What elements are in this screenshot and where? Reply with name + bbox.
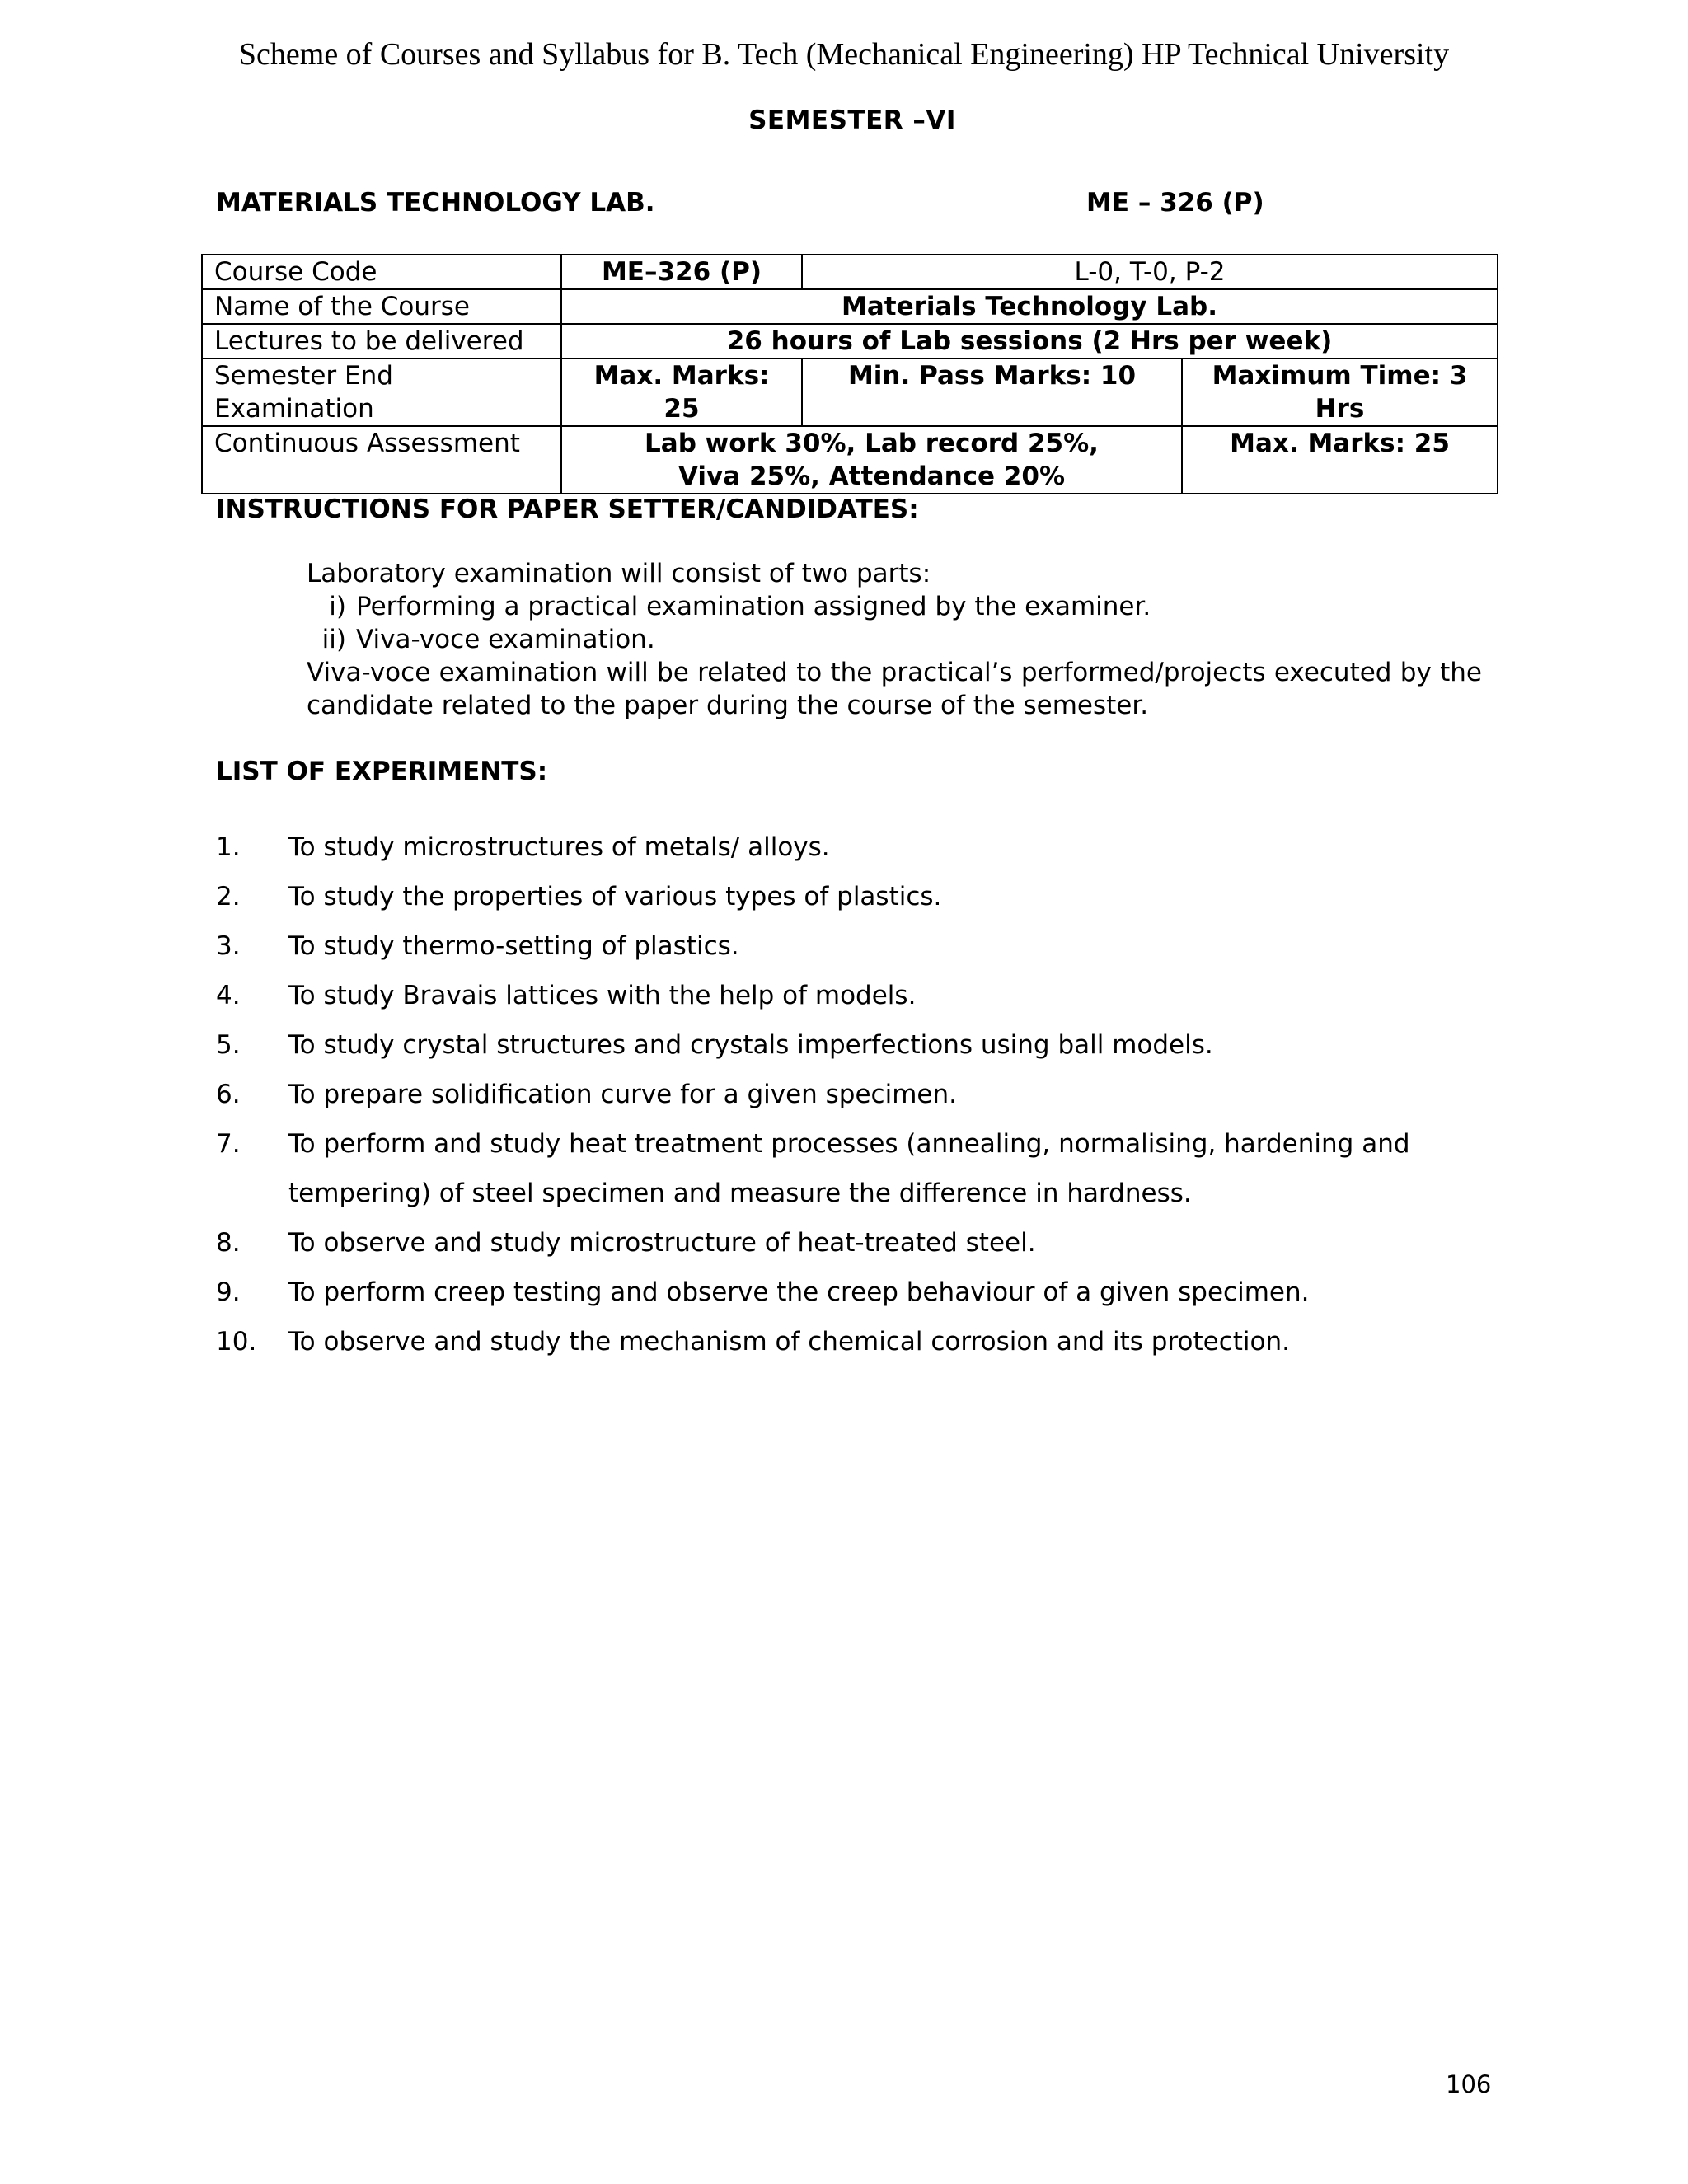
- table-cell-max-time: Maximum Time: 3 Hrs: [1182, 359, 1498, 426]
- list-item: [216, 921, 1485, 971]
- list-item-number: i): [329, 592, 346, 621]
- list-item: [216, 1020, 1485, 1070]
- experiments-list: [216, 823, 1485, 1366]
- list-item-text: To study crystal structures and crystals imperfections using ball models.: [288, 1030, 1213, 1060]
- list-item-text: To study microstructures of metals/ alloys.: [288, 832, 830, 862]
- list-item-number: 5.: [216, 1030, 241, 1060]
- list-item-number: 6.: [216, 1080, 241, 1109]
- list-item-text: To study Bravais lattices with the help of models.: [288, 981, 917, 1010]
- instructions-intro: Laboratory examination will consist of two parts:: [307, 559, 931, 588]
- list-item: [216, 1317, 1485, 1366]
- table-cell-label: Semester End Examination: [202, 359, 561, 426]
- document-header: Scheme of Courses and Syllabus for B. Tech (Mechanical Engineering) HP Technical University: [238, 37, 1450, 72]
- table-cell-ltp: L-0, T-0, P-2: [802, 255, 1498, 289]
- course-code-heading: ME – 326 (P): [1086, 188, 1264, 218]
- table-row: [202, 289, 1498, 324]
- instructions-heading: INSTRUCTIONS FOR PAPER SETTER/CANDIDATES:: [216, 494, 919, 524]
- list-item-text: To observe and study the mechanism of chemical corrosion and its protection.: [288, 1327, 1290, 1357]
- list-item-number: 2.: [216, 882, 241, 912]
- table-row: [202, 255, 1498, 289]
- list-item-text: Performing a practical examination assigned by the examiner.: [356, 592, 1151, 621]
- list-item: [216, 1268, 1485, 1317]
- table-cell-label: Course Code: [202, 255, 561, 289]
- table-cell-label: Continuous Assessment: [202, 426, 561, 494]
- table-cell-course-code: ME–326 (P): [561, 255, 802, 289]
- list-item-number: ii): [321, 625, 346, 654]
- list-item-text: To study thermo-setting of plastics.: [288, 931, 739, 961]
- list-item-number: 10.: [216, 1327, 257, 1357]
- list-item: [307, 623, 1482, 656]
- experiments-heading: LIST OF EXPERIMENTS:: [216, 757, 548, 786]
- list-item-text: To observe and study microstructure of heat-treated steel.: [288, 1228, 1036, 1258]
- table-cell-max-marks: Max. Marks: 25: [561, 359, 802, 426]
- course-title: MATERIALS TECHNOLOGY LAB.: [216, 188, 655, 218]
- course-info-table: [201, 254, 1498, 494]
- table-cell-course-name: Materials Technology Lab.: [561, 289, 1498, 324]
- list-item: [216, 1218, 1485, 1268]
- table-cell-label: Name of the Course: [202, 289, 561, 324]
- assessment-line: Lab work 30%, Lab record 25%,: [645, 429, 1099, 458]
- list-item-number: 4.: [216, 981, 241, 1010]
- table-row: [202, 359, 1498, 426]
- list-item-text: To study the properties of various types of plastics.: [288, 882, 942, 912]
- table-cell-assessment-breakdown: [561, 426, 1182, 494]
- list-item-number: 7.: [216, 1129, 241, 1159]
- list-item-number: 3.: [216, 931, 241, 961]
- list-item: [216, 1119, 1485, 1218]
- table-row: [202, 324, 1498, 359]
- list-item-text: To prepare solidification curve for a given specimen.: [288, 1080, 957, 1109]
- table-cell-lectures: 26 hours of Lab sessions (2 Hrs per week): [561, 324, 1498, 359]
- list-item-text: Viva-voce examination.: [356, 625, 655, 654]
- list-item: [216, 872, 1485, 921]
- table-row: [202, 426, 1498, 494]
- list-item: [216, 823, 1485, 872]
- page-number: 106: [1446, 2070, 1492, 2098]
- table-cell-assessment-max-marks: Max. Marks: 25: [1182, 426, 1498, 494]
- table-cell-label: Lectures to be delivered: [202, 324, 561, 359]
- semester-heading: SEMESTER –VI: [748, 105, 956, 135]
- list-item: [307, 590, 1482, 623]
- assessment-line: Viva 25%, Attendance 20%: [678, 462, 1066, 491]
- list-item: [216, 971, 1485, 1020]
- instructions-note: Viva-voce examination will be related to the practical’s performed/projects executed by the candidate related to the paper during the course of the semester.: [307, 658, 1482, 720]
- table-cell-min-pass-marks: Min. Pass Marks: 10: [802, 359, 1182, 426]
- instructions-block: [307, 557, 1482, 722]
- list-item-text: To perform and study heat treatment processes (annealing, normalising, hardening and tempering) of steel specimen and measure the difference in hardness.: [288, 1129, 1410, 1208]
- list-item: [216, 1070, 1485, 1119]
- list-item-text: To perform creep testing and observe the creep behaviour of a given specimen.: [288, 1277, 1310, 1307]
- list-item-number: 8.: [216, 1228, 241, 1258]
- list-item-number: 9.: [216, 1277, 241, 1307]
- list-item-number: 1.: [216, 832, 241, 862]
